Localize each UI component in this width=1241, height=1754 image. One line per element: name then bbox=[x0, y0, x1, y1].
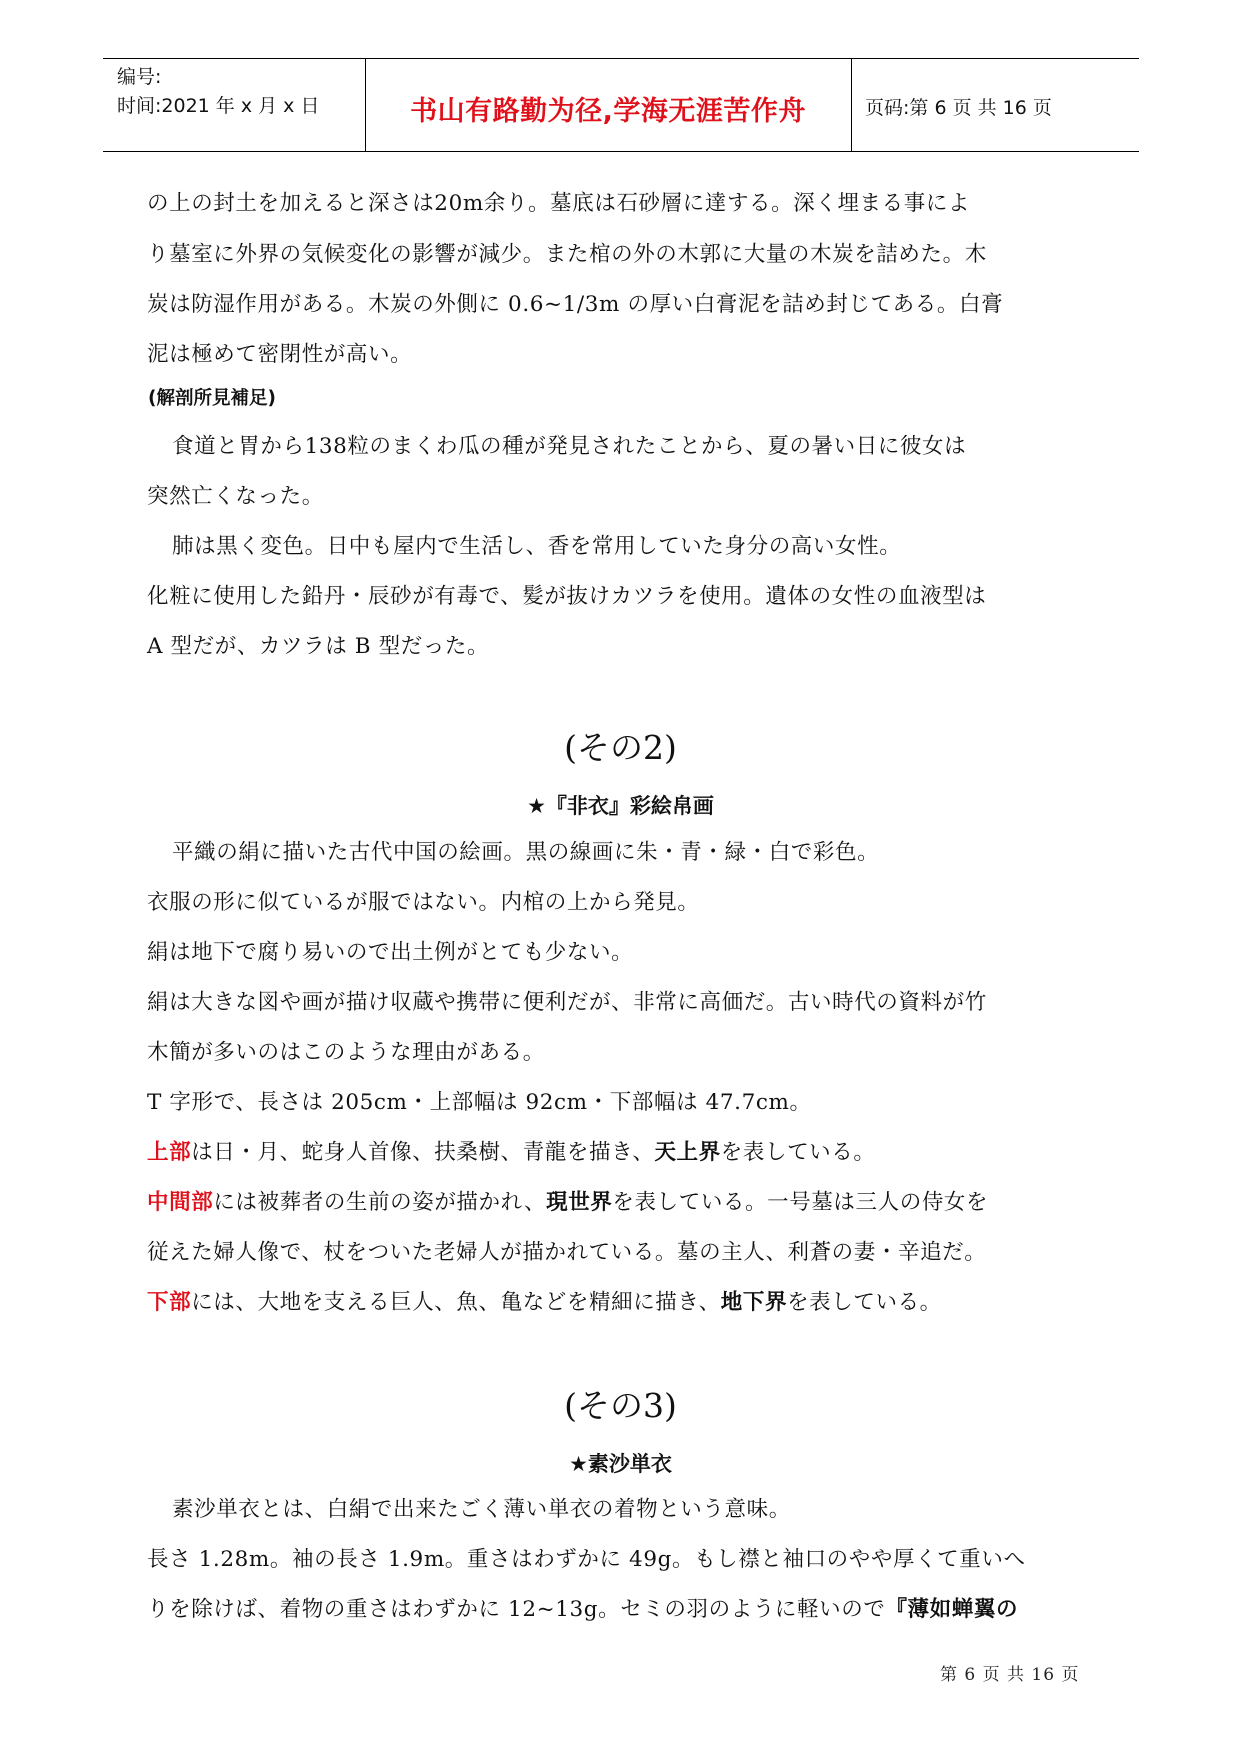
body-line: A 型だが、カツラは B 型だった。 bbox=[147, 634, 490, 659]
body-line: 肺は黒く変色。日中も屋内で生活し、香を常用していた身分の高い女性。 bbox=[172, 534, 902, 559]
page-footer: 第 6 页 共 16 页 bbox=[940, 1665, 1080, 1685]
highlight-label: 上部 bbox=[147, 1140, 192, 1165]
note-heading: (解剖所見補足) bbox=[148, 388, 276, 409]
body-line: T 字形で、長さは 205cm・上部幅は 92cm・下部幅は 47.7cm。 bbox=[147, 1090, 812, 1115]
body-line: り墓室に外界の気候変化の影響が減少。また棺の外の木郭に大量の木炭を詰めた。木 bbox=[147, 242, 987, 267]
body-line: 長さ 1.28m。袖の長さ 1.9m。重さはわずかに 49g。もし襟と袖口のやや厚くて重いへ bbox=[147, 1547, 1026, 1572]
section-title: (その3) bbox=[564, 1386, 677, 1425]
page-header bbox=[103, 58, 1139, 152]
body-line: 絹は大きな図や画が描け収蔵や携帯に便利だが、非常に高価だ。古い時代の資料が竹 bbox=[147, 990, 987, 1015]
body-text: を表している。 bbox=[787, 1290, 942, 1315]
header-page-info: 页码:第 6 页 共 16 页 bbox=[865, 97, 1052, 119]
body-line: 突然亡くなった。 bbox=[147, 484, 324, 509]
section-subtitle: ★素沙単衣 bbox=[569, 1452, 672, 1476]
header-number-label: 编号: bbox=[117, 66, 162, 88]
section-title: (その2) bbox=[564, 728, 677, 767]
body-text: りを除けば、着物の重さはわずかに 12~13g。セミの羽のように軽いので bbox=[147, 1597, 886, 1622]
body-text: には、大地を支える巨人、魚、亀などを精細に描き、 bbox=[191, 1290, 721, 1315]
body-line: 木簡が多いのはこのような理由がある。 bbox=[147, 1040, 545, 1065]
bold-term: 天上界 bbox=[654, 1140, 721, 1165]
highlight-label: 中間部 bbox=[147, 1190, 214, 1215]
body-line: 衣服の形に似ているが服ではない。内棺の上から発見。 bbox=[147, 890, 700, 915]
body-text: は日・月、蛇身人首像、扶桑樹、青龍を描き、 bbox=[191, 1140, 655, 1165]
body-text: には被葬者の生前の姿が描かれ、 bbox=[213, 1190, 547, 1215]
body-line-middle bbox=[147, 1188, 988, 1218]
body-text: を表している。一号墓は三人の侍女を bbox=[612, 1190, 989, 1215]
body-line: 化粧に使用した鉛丹・辰砂が有毒で、髪が抜けカツラを使用。遺体の女性の血液型は bbox=[147, 584, 987, 609]
bold-term: 現世界 bbox=[546, 1190, 613, 1215]
body-line: 絹は地下で腐り易いので出土例がとても少ない。 bbox=[147, 940, 634, 965]
header-motto: 书山有路勤为径,学海无涯苦作舟 bbox=[410, 96, 806, 127]
body-line: の上の封土を加えると深さは20m余り。墓底は石砂層に達する。深く埋まる事によ bbox=[147, 191, 971, 216]
body-line: 炭は防湿作用がある。木炭の外側に 0.6~1/3m の厚い白膏泥を詰め封じてある。白膏 bbox=[147, 292, 1004, 317]
section-subtitle: ★『非衣』彩絵帛画 bbox=[527, 794, 714, 818]
body-line-lower bbox=[147, 1288, 942, 1318]
body-text: を表している。 bbox=[720, 1140, 876, 1165]
body-line: 泥は極めて密閉性が高い。 bbox=[147, 342, 413, 367]
header-divider bbox=[851, 59, 852, 151]
bold-term: 『薄如蝉翼の bbox=[885, 1597, 1019, 1622]
body-line: 素沙単衣とは、白絹で出来たごく薄い単衣の着物という意味。 bbox=[172, 1497, 791, 1522]
body-line: 従えた婦人像で、杖をついた老婦人が描かれている。墓の主人、利蒼の妻・辛追だ。 bbox=[147, 1240, 987, 1265]
body-line: 平織の絹に描いた古代中国の絵画。黒の線画に朱・青・緑・白で彩色。 bbox=[172, 840, 880, 865]
highlight-label: 下部 bbox=[147, 1290, 192, 1315]
header-time-label: 时间:2021 年 x 月 x 日 bbox=[117, 95, 320, 117]
body-line-upper bbox=[147, 1138, 875, 1168]
bold-term: 地下界 bbox=[720, 1290, 788, 1315]
body-line-last bbox=[147, 1595, 1018, 1625]
body-line: 食道と胃から138粒のまくわ瓜の種が発見されたことから、夏の暑い日に彼女は bbox=[172, 434, 967, 459]
header-meta bbox=[117, 63, 319, 121]
